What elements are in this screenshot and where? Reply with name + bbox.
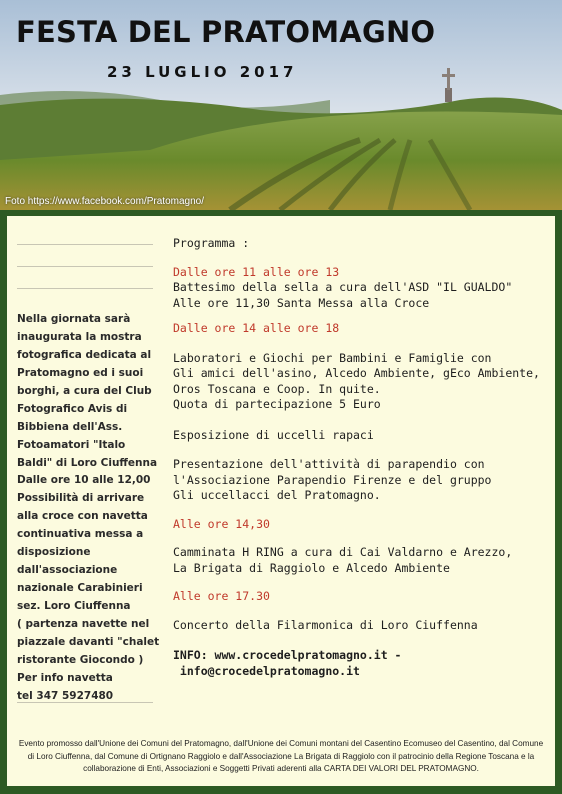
program-line: Quota di partecipazione 5 Euro: [173, 397, 381, 411]
program-line: Gli uccellacci del Pratomagno.: [173, 488, 381, 502]
program-line: Battesimo della sella a cura dell'ASD "IL GUALDO": [173, 280, 513, 294]
program-line: Oros Toscana e Coop. In quite.: [173, 381, 381, 396]
exhibition-line: Pratomagno ed i suoi: [17, 367, 144, 379]
shuttle-line: sez. Loro Ciuffenna: [17, 600, 131, 612]
time-slot-2: Dalle ore 14 alle ore 18: [173, 321, 340, 335]
program-line: l'Associazione Parapendio Firenze e del gruppo: [173, 472, 492, 487]
summit-cross-post: [447, 68, 450, 90]
shuttle-line: disposizione: [17, 546, 91, 558]
divider: [17, 702, 153, 703]
exhibition-line: Baldi" di Loro Ciuffenna: [17, 457, 158, 469]
program-heading: Programma :: [173, 236, 250, 250]
exhibition-line: Fotografico Avis di: [17, 403, 128, 415]
time-slot-3: Alle ore 14,30: [173, 516, 270, 531]
program-line: Camminata H RING a cura di Cai Valdarno e Arezzo,: [173, 545, 513, 559]
summit-cross-arm: [442, 74, 455, 77]
shuttle-line: Per info navetta: [17, 672, 113, 684]
time-slot-4: Alle ore 17.30: [173, 589, 270, 603]
exhibition-line: fotografica dedicata al: [17, 349, 152, 361]
program-line: La Brigata di Raggiolo e Alcedo Ambiente: [173, 560, 450, 575]
shuttle-phone: tel 347 5927480: [17, 690, 114, 702]
divider: [17, 244, 153, 245]
shuttle-line: ( partenza navette nel: [17, 618, 150, 630]
shuttle-line: ristorante Giocondo ): [17, 654, 144, 666]
exhibition-line: Nella giornata sarà: [17, 313, 131, 325]
shuttle-line: Dalle ore 10 alle 12,00: [17, 474, 151, 486]
footer-line: collaborazione di Enti, Associazioni e Soggetti Privati aderenti alla CARTA DEI VALORI DEL PRATOMAGNO.: [83, 764, 479, 773]
shuttle-line: nazionale Carabinieri: [17, 582, 143, 594]
hero-photo: [0, 0, 562, 210]
shuttle-line: continuativa messa a: [17, 528, 144, 540]
exhibition-line: Fotoamatori "Italo: [17, 439, 126, 451]
time-slot-1: Dalle ore 11 alle ore 13: [173, 264, 340, 279]
program-line: Alle ore 11,30 Santa Messa alla Croce: [173, 295, 430, 310]
program-line: Concerto della Filarmonica di Loro Ciuffenna: [173, 617, 478, 632]
photo-credit-link[interactable]: Foto https://www.facebook.com/Pratomagno/: [5, 196, 204, 207]
program-line: Esposizione di uccelli rapaci: [173, 427, 374, 442]
program-line: Presentazione dell'attività di parapendio con: [173, 457, 485, 471]
shuttle-line: dall'associazione: [17, 564, 118, 576]
summit-cross-base: [445, 88, 452, 102]
exhibition-line: inaugurata la mostra: [17, 331, 142, 343]
divider: [17, 266, 153, 267]
footer-line: Evento promosso dall'Unione dei Comuni del Pratomagno, dall'Unione dei Comuni montani del Casentino Ecomuseo del Casentino, dal Comune: [18, 739, 544, 748]
content-panel: [7, 216, 555, 786]
shuttle-line: Possibilità di arrivare: [17, 492, 145, 504]
program-line: Laboratori e Giochi per Bambini e Famiglie con: [173, 350, 492, 365]
exhibition-line: borghi, a cura del Club: [17, 385, 152, 397]
shuttle-line: alla croce con navetta: [17, 510, 148, 522]
info-website[interactable]: INFO: www.crocedelpratomagno.it -: [173, 648, 402, 662]
content-frame: [0, 210, 562, 794]
page-title: FESTA DEL PRATOMAGNO: [16, 15, 436, 49]
program-line: Gli amici dell'asino, Alcedo Ambiente, gEco Ambiente,: [173, 366, 540, 380]
program-section: [173, 236, 549, 679]
footer-line: di Loro Ciuffenna, dal Comune di Ortignano Raggiolo e dall'Associazione La Brigata di Raggiolo con il patrocinio della Regione Toscana e la: [27, 751, 535, 761]
shuttle-line: piazzale davanti "chalet: [17, 636, 160, 648]
shuttle-note: [17, 471, 163, 705]
info-email[interactable]: info@crocedelpratomagno.it: [173, 663, 360, 678]
exhibition-line: Bibbiena dell'Ass.: [17, 421, 123, 433]
event-date: 23 LUGLIO 2017: [107, 63, 298, 81]
divider: [17, 288, 153, 289]
exhibition-note: [17, 310, 163, 472]
footer-note: [17, 738, 545, 776]
